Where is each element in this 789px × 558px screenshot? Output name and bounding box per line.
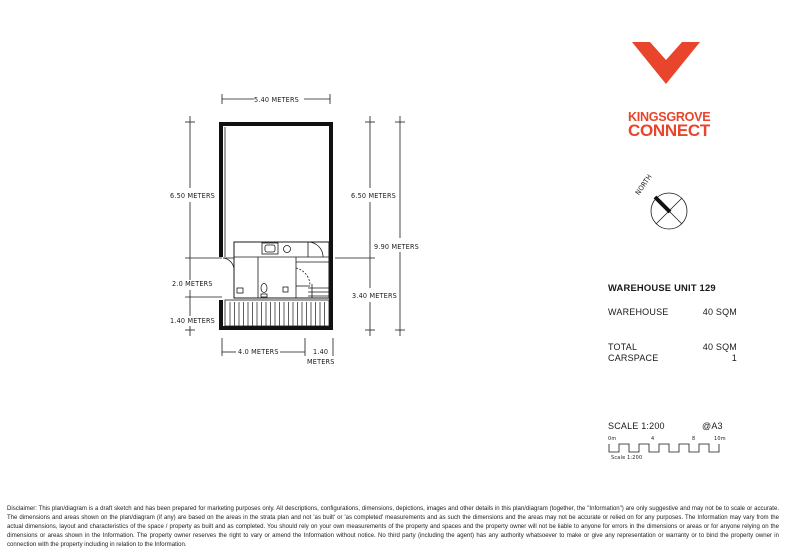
unit-title: WAREHOUSE UNIT 129	[608, 282, 716, 293]
row-warehouse-value: 40 SQM	[702, 307, 737, 317]
row-carspace-value: 1	[731, 353, 737, 363]
dim-right-lower: 3.40 METERS	[352, 291, 397, 300]
dim-left-upper: 6.50 METERS	[170, 191, 215, 200]
dim-bottom-width: 4.0 METERS	[238, 347, 279, 356]
scale-tick-0: 0m	[608, 436, 617, 442]
row-warehouse-label: WAREHOUSE	[608, 307, 669, 317]
scale-tick-3: 10m	[714, 436, 726, 442]
scale-bar	[608, 442, 730, 456]
dim-right-total: 9.90 METERS	[374, 242, 419, 251]
row-total-value: 40 SQM	[702, 342, 737, 352]
brand-line-2: CONNECT	[628, 121, 710, 140]
dim-bottom-small-2: METERS	[307, 357, 335, 366]
scale-label: SCALE 1:200	[608, 421, 665, 431]
scale-tick-1: 4	[651, 436, 655, 442]
paper-size: @A3	[702, 421, 723, 431]
north-compass	[640, 185, 695, 235]
brand-line-1: KINGSGROVE	[628, 110, 711, 124]
row-carspace-label: CARSPACE	[608, 353, 659, 363]
dim-bottom-small-1: 1.40	[313, 347, 329, 356]
scale-tick-2: 8	[692, 436, 696, 442]
floor-plan	[0, 0, 560, 380]
row-total-label: TOTAL	[608, 342, 638, 352]
dim-left-lower: 1.40 METERS	[170, 316, 215, 325]
kingsgrove-logo	[626, 38, 706, 88]
dim-left-mid: 2.0 METERS	[172, 279, 213, 288]
dim-right-upper: 6.50 METERS	[351, 191, 396, 200]
scale-caption: Scale 1:200	[611, 455, 643, 461]
compass-north-label: NORTH	[634, 173, 654, 197]
disclaimer-text: Disclaimer: This plan/diagram is a draft sketch and has been prepared for marketing purposes only. All descriptions, configurations, dimensions, depictions, images and other details in this plan/diagram (together, the "Information") are only suggestive and may not be to scale or accurate. The dimensions and areas shown on the plan/diagram (if any) are based on the areas in the strata plan and not 'as built' or 'as completed' measurements and as such the dimensions and the areas may not be accurate or relied on for any purposes. The Information may vary from the actual dimensions, layout and characteristics of the space / property as built and as completed. You should rely on your own measurements of the property and spaces and the property owner will not be liable to anyone for errors in the dimensions or areas or for anyone relying on the dimensions or areas shown in the Information. The property owner reserves the right to vary or amend the Information without notice. No third party (including the agent) has any authority whatsoever to make or give any representation or warranty or to bind the property owner in connection with the property including in relation to the Information.	[7, 506, 779, 549]
dim-top-width: 5.40 METERS	[254, 95, 299, 104]
